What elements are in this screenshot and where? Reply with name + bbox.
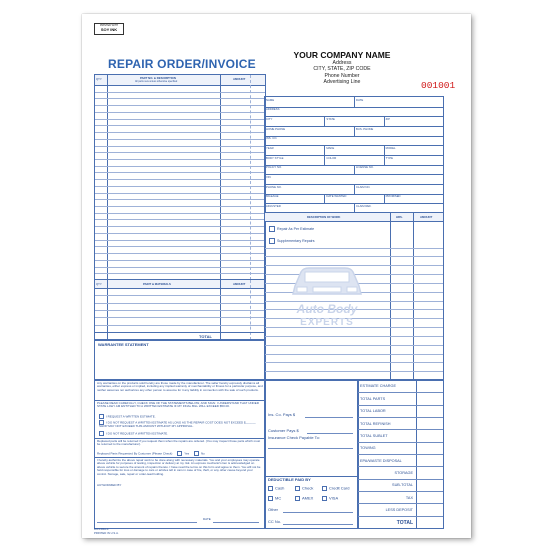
customer-field[interactable]	[384, 194, 444, 204]
cash-label: Cash	[275, 485, 285, 491]
amex-label: AMEX	[302, 495, 314, 501]
customer-field[interactable]	[354, 184, 444, 194]
car-watermark	[287, 256, 367, 346]
totals-label: ESTIMATE CHARGE	[360, 383, 397, 388]
customer-field[interactable]	[324, 145, 384, 155]
estimate-option-1-checkbox[interactable]	[99, 414, 104, 419]
logo-line1: PRINTED WITH	[99, 24, 119, 27]
materials-table-row[interactable]	[95, 317, 265, 318]
customer-field[interactable]	[265, 107, 443, 117]
customer-field[interactable]	[265, 145, 324, 155]
totals-label: LESS DEPOSIT	[385, 507, 413, 512]
footer-code: RO3-5BA-4	[94, 527, 109, 531]
company-address: Address	[332, 60, 352, 66]
invoice-number: 001001	[421, 80, 456, 91]
customer-field-label: INS. CO.	[266, 136, 278, 141]
work-table-row[interactable]	[265, 371, 443, 372]
totals-row[interactable]	[358, 503, 443, 516]
customer-field-label: LICENSE NO.	[356, 165, 374, 170]
signature-date-line[interactable]	[213, 522, 259, 523]
customer-field[interactable]	[265, 126, 354, 136]
supplementary-repairs-label: Supplementary Repairs	[277, 238, 315, 243]
customer-field-label: DATE WANTED	[326, 194, 347, 199]
other-label: Other	[268, 507, 279, 512]
payment-block	[264, 379, 359, 529]
mc-label: MC	[275, 495, 282, 501]
customer-field[interactable]	[354, 165, 444, 175]
parts-desc-sub: All parts new unless otherwise specified	[135, 80, 178, 83]
customer-field[interactable]	[384, 155, 444, 165]
parts-table-row[interactable]	[95, 233, 265, 234]
deductible-title: DEDUCTIBLE PAID BY	[268, 477, 311, 482]
customer-field[interactable]	[265, 155, 324, 165]
repair-order-form	[82, 14, 471, 538]
customer-field-label: CLAIM NO.	[356, 184, 371, 189]
materials-table-row[interactable]	[95, 325, 265, 326]
mc-checkbox[interactable]	[268, 496, 273, 501]
authorized-by-label: AUTHORIZED BY	[97, 483, 122, 487]
soy-ink-logo	[94, 23, 124, 35]
authorize-text: I hereby authorize the above repair work to be done along with necessary materials. You and your employees may operate above vehicle for purposes of testing, inspection or delivery at my risk. An express mechanic's lien is acknowledged on above vehicle to secure the amount of repairs thereto. I have read the terms on this form and agree to them. You will not be held responsible for loss or damage to cars or articles left in cars in case of fire, theft, or any other cause beyond your control. Storage, sale, repair or order-lead holding.	[97, 458, 261, 476]
customer-field[interactable]	[265, 165, 354, 175]
parts-table-row[interactable]	[95, 226, 265, 227]
totals-row[interactable]	[358, 491, 443, 504]
parts-table-row[interactable]	[95, 105, 265, 106]
pay-credit-option[interactable]	[322, 486, 349, 491]
customer-field-label: ADDRESS	[266, 107, 280, 112]
company-phone: Phone Number	[324, 72, 360, 79]
ins-pays-label: Ins. Co. Pays $	[268, 412, 296, 417]
pay-check-option[interactable]	[295, 486, 313, 491]
warranty-box	[94, 339, 266, 381]
customer-field-label: PHONE NO.	[266, 184, 282, 189]
work-hrs-header: HRS.	[396, 215, 403, 219]
parts-table-row[interactable]	[95, 112, 265, 113]
totals-row[interactable]	[358, 380, 443, 392]
customer-field-label: ZIP	[385, 116, 391, 121]
customer-field-label: STATE	[326, 116, 335, 121]
work-table-row[interactable]	[265, 248, 443, 249]
parts-desc-header: PART NO. & DESCRIPTION	[140, 76, 176, 80]
parts-table-row[interactable]	[95, 125, 265, 126]
parts-table-row[interactable]	[95, 139, 265, 140]
estimate-option-3-label: I DO NOT REQUEST A WRITTEN ESTIMATE.	[106, 431, 169, 436]
customer-field[interactable]	[324, 155, 384, 165]
totals-row[interactable]	[358, 479, 443, 492]
totals-row[interactable]	[358, 405, 443, 418]
watermark-line1: Auto Body	[296, 302, 358, 316]
repair-as-estimate-label: Repair As Per Estimate	[277, 226, 315, 231]
estimate-intro: PLEASE READ CAREFULLY, CHECK ONE OF THE STATEMENTS BELOW, AND SIGN: I UNDERSTAND THAT UNDER STATE LAW I AM ENTITLED TO A WRITTEN ESTIMATE IF MY FINAL BILL WILL EXCEED $50.00.	[97, 401, 259, 409]
parts-table-row[interactable]	[95, 92, 265, 93]
customer-field[interactable]	[354, 126, 444, 136]
legal-block	[94, 379, 266, 529]
materials-table-row[interactable]	[95, 295, 265, 296]
credit-card-label: Credit Card	[329, 485, 350, 491]
customer-field-label: HOME PHONE	[266, 126, 286, 131]
signature-line[interactable]	[97, 522, 197, 523]
materials-table-row[interactable]	[95, 310, 265, 311]
parts-table-row[interactable]	[95, 146, 265, 147]
estimate-option-2[interactable]	[99, 420, 261, 428]
parts-amount-header: AMOUNT	[233, 77, 246, 81]
work-table-row[interactable]	[265, 362, 443, 363]
customer-field-label: BUS. PHONE	[356, 126, 374, 131]
parts-table-row[interactable]	[95, 132, 265, 133]
customer-field-label: POLICY NO.	[266, 165, 282, 170]
parts-table-row[interactable]	[95, 159, 265, 160]
parts-table-row[interactable]	[95, 240, 265, 241]
estimate-option-2-label: I DO NOT REQUEST A WRITTEN ESTIMATE AS LONG AS THE REPAIR COST DOES NOT EXCEED $______ SHOP MAY NOT EXCEED THIS AMOUNT WITHOUT MY APPROVAL.	[99, 420, 256, 428]
replaced-parts-yes-checkbox[interactable]	[177, 451, 182, 456]
totals-label: TOTAL PARTS	[360, 396, 386, 401]
cc-field[interactable]	[283, 524, 353, 525]
company-block	[272, 50, 412, 85]
check-label: Check	[302, 485, 314, 491]
customer-field-label: MILEAGE	[266, 194, 279, 199]
parts-table-row[interactable]	[95, 199, 265, 200]
check-payable-field[interactable]	[268, 448, 353, 449]
company-city: CITY, STATE, ZIP CODE	[313, 66, 371, 73]
materials-qty-header: QTY.	[96, 282, 103, 286]
customer-field[interactable]	[354, 97, 444, 107]
warranty-text: Any warranties on the products sold hereby are those made by the manufacturer. The seller hereby expressly disclaims all warranties, either express or implied, including any implied warranty of merchantability or fitness for a particular purpose, and neither assumes nor authorizes any other person to assume for it any liability in connection with the sale of such products.	[97, 381, 263, 392]
customer-pays-label: Customer Pays $	[268, 428, 299, 433]
parts-table	[94, 74, 266, 281]
totals-row[interactable]	[358, 442, 443, 455]
parts-table-row[interactable]	[95, 152, 265, 153]
credit-card-checkbox[interactable]	[322, 486, 327, 491]
visa-checkbox[interactable]	[322, 496, 327, 501]
customer-field-label: TYPE	[385, 155, 393, 160]
customer-field-label: ADJUSTER	[266, 203, 281, 208]
visa-label: VISA	[329, 495, 339, 501]
parts-table-row[interactable]	[95, 260, 265, 261]
replaced-parts-no-label: No	[200, 451, 205, 456]
car-icon	[287, 256, 367, 301]
customer-info-grid	[264, 96, 444, 214]
pay-mc-option[interactable]	[268, 496, 281, 501]
customer-field[interactable]	[384, 145, 444, 155]
customer-field-label: NAME	[266, 97, 275, 102]
customer-field[interactable]	[265, 174, 443, 184]
totals-row[interactable]	[358, 454, 443, 467]
watermark-line2: EXPERTS	[300, 317, 354, 328]
pay-cash-option[interactable]	[268, 486, 284, 491]
totals-block	[357, 379, 444, 529]
parts-table-row[interactable]	[95, 186, 265, 187]
cc-label: CC No.	[268, 519, 282, 524]
totals-row[interactable]	[358, 516, 443, 529]
customer-field-label: BODY STYLE	[266, 155, 284, 160]
customer-field-label: MODEL	[385, 145, 396, 150]
parts-table-row[interactable]	[95, 98, 265, 99]
warranty-title: WARRANTEE STATEMENT	[98, 342, 149, 347]
estimate-option-1-label: I REQUEST A WRITTEN ESTIMATE.	[106, 414, 156, 419]
parts-table-row[interactable]	[95, 166, 265, 167]
replaced-parts-request	[97, 451, 263, 456]
customer-field-label: CITY	[266, 116, 273, 121]
parts-qty-header: QTY.	[96, 77, 103, 81]
customer-field[interactable]	[265, 184, 354, 194]
check-checkbox[interactable]	[295, 486, 300, 491]
materials-desc-header: PAINT & MATERIALS	[143, 282, 171, 286]
other-field[interactable]	[283, 512, 353, 513]
totals-label: TOTAL SUBLET	[360, 433, 388, 438]
totals-label: TAX	[405, 495, 413, 500]
check-payable-label: Insurance Check Payable To:	[268, 435, 320, 440]
logo-line2: SOY INK	[100, 27, 118, 33]
materials-total-label: TOTAL	[199, 334, 212, 339]
replaced-parts-text: Replaced parts will be returned if you request them when the repairs are ordered. (You may inspect those parts which must be returned to the manufacturer).	[97, 439, 261, 447]
totals-label: STORAGE	[394, 470, 413, 475]
cash-checkbox[interactable]	[268, 486, 273, 491]
totals-label: TOTAL REFINISH	[360, 421, 391, 426]
customer-field-label: CLAIM REF.	[356, 203, 372, 208]
totals-label: TOTAL	[396, 520, 413, 527]
company-name: YOUR COMPANY NAME	[293, 50, 391, 60]
replaced-parts-yes-label: Yes	[184, 451, 190, 456]
totals-label: EPA/WASTE DISPOSAL	[360, 458, 402, 463]
customer-field[interactable]	[265, 116, 324, 126]
totals-row[interactable]	[358, 392, 443, 405]
replaced-parts-request-label: Replaced Parts Requested By Customer (Please Check)	[97, 451, 173, 456]
parts-table-row[interactable]	[95, 179, 265, 180]
company-advertising: Advertising Line	[323, 78, 361, 85]
estimate-option-1[interactable]	[99, 414, 261, 419]
customer-field-label: DATE	[356, 97, 364, 102]
parts-table-row[interactable]	[95, 206, 265, 207]
materials-table	[94, 279, 266, 341]
replaced-parts-no-checkbox[interactable]	[194, 451, 199, 456]
footer-printed: PRINTED IN U.S.A.	[94, 531, 119, 535]
parts-table-row[interactable]	[95, 193, 265, 194]
materials-table-row[interactable]	[95, 303, 265, 304]
pay-visa-option[interactable]	[322, 496, 338, 501]
form-title: REPAIR ORDER/INVOICE	[108, 57, 256, 71]
work-amount-header: AMOUNT	[420, 215, 433, 219]
customer-field-label: COLOR	[326, 155, 337, 160]
customer-field[interactable]	[384, 116, 444, 126]
parts-table-row[interactable]	[95, 119, 265, 120]
amex-checkbox[interactable]	[295, 496, 300, 501]
parts-table-row[interactable]	[95, 246, 265, 247]
totals-row[interactable]	[358, 429, 443, 442]
parts-table-row[interactable]	[95, 219, 265, 220]
customer-field-label: MAKE	[326, 145, 335, 150]
estimate-option-3[interactable]	[99, 431, 261, 436]
estimate-option-3-checkbox[interactable]	[99, 431, 104, 436]
parts-table-row[interactable]	[95, 273, 265, 274]
customer-pays-field[interactable]	[307, 433, 353, 434]
customer-field[interactable]	[324, 194, 384, 204]
parts-table-row[interactable]	[95, 172, 265, 173]
totals-label: TOTAL LABOR	[360, 409, 386, 414]
pay-amex-option[interactable]	[295, 496, 313, 501]
parts-table-row[interactable]	[95, 213, 265, 214]
work-desc-header: DESCRIPTION OF WORK	[307, 215, 341, 219]
totals-label: SUB-TOTAL	[392, 483, 413, 488]
customer-field[interactable]	[265, 194, 324, 204]
customer-field-label: PROMISED	[385, 194, 401, 199]
customer-field[interactable]	[324, 116, 384, 126]
customer-field[interactable]	[265, 97, 354, 107]
parts-table-row[interactable]	[95, 267, 265, 268]
work-table-row[interactable]	[265, 354, 443, 355]
customer-field[interactable]	[265, 136, 443, 146]
totals-label: TOWING	[360, 446, 376, 451]
totals-row[interactable]	[358, 417, 443, 430]
ins-pays-field[interactable]	[305, 417, 353, 418]
parts-table-row[interactable]	[95, 253, 265, 254]
customer-field-label: YEAR	[266, 145, 274, 150]
customer-field-label: VIN	[266, 174, 271, 179]
signature-date-label: DATE	[203, 517, 211, 521]
materials-amount-header: AMOUNT	[233, 282, 246, 286]
totals-row[interactable]	[358, 466, 443, 479]
